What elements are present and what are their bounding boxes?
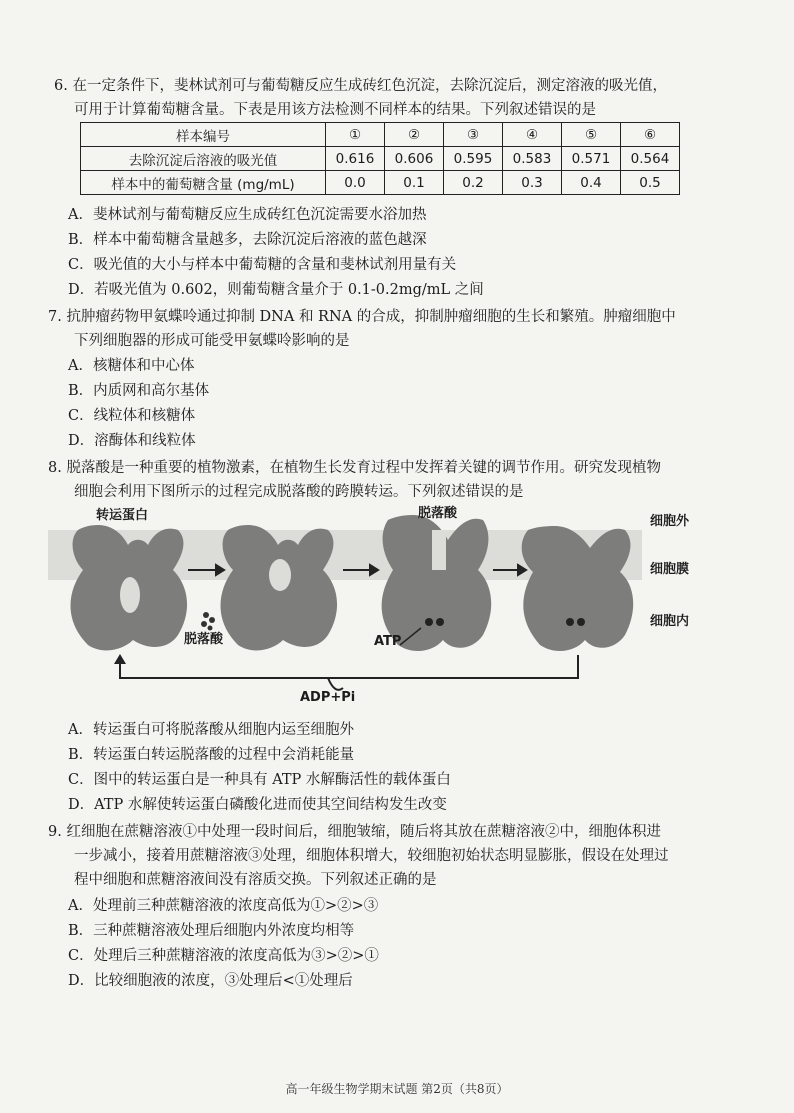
diagram-label-aba-top: 脱落酸	[418, 506, 458, 521]
q6-option-d[interactable]: D．若吸光值为 0.602，则葡萄糖含量介于 0.1-0.2mg/mL 之间	[68, 282, 484, 298]
q8-stem-line1: 8. 脱落酸是一种重要的植物激素，在植物生长发育过程中发挥着关键的调节作用。研究发现植物	[48, 460, 661, 476]
aba-transport-diagram	[48, 500, 748, 715]
diagram-label-inside: 细胞内	[650, 614, 690, 629]
q8-option-a[interactable]: A．转运蛋白可将脱落酸从细胞内运至细胞外	[68, 722, 354, 738]
q6-stem-line1: 6. 在一定条件下，斐林试剂可与葡萄糖反应生成砖红色沉淀，去除沉淀后，测定溶液的吸光值，	[54, 78, 667, 94]
diagram-label-atp: ATP	[374, 634, 402, 649]
diagram-svg	[48, 500, 748, 715]
table-cell: 0.564	[621, 147, 680, 171]
q6-stem-line2: 可用于计算葡萄糖含量。下表是用该方法检测不同样本的结果。下列叙述错误的是	[74, 102, 596, 118]
table-cell: 0.5	[621, 171, 680, 195]
table-cell: 0.4	[562, 171, 621, 195]
q9-option-b[interactable]: B．三种蔗糖溶液处理后细胞内外浓度均相等	[68, 923, 355, 939]
table-cell: 0.606	[385, 147, 444, 171]
q7-option-b[interactable]: B．内质网和高尔基体	[68, 383, 210, 399]
q9-option-c[interactable]: C．处理后三种蔗糖溶液的浓度高低为③>②>①	[68, 948, 379, 964]
q6-option-b[interactable]: B．样本中葡萄糖含量越多，去除沉淀后溶液的蓝色越深	[68, 232, 427, 248]
diagram-label-outside: 细胞外	[650, 514, 690, 529]
table-cell: 0.616	[326, 147, 385, 171]
q7-option-a[interactable]: A．核糖体和中心体	[68, 358, 195, 374]
table-row	[81, 123, 680, 147]
table-row	[81, 147, 680, 171]
table-cell: ⑤	[562, 123, 621, 147]
diagram-label-protein: 转运蛋白	[96, 508, 149, 523]
return-loop-arrow	[120, 655, 578, 690]
q7-stem-line2: 下列细胞器的形成可能受甲氨蝶呤影响的是	[74, 333, 350, 349]
table-cell: 0.2	[444, 171, 503, 195]
table-cell: 0.3	[503, 171, 562, 195]
table-header-cell: 样本编号	[81, 123, 326, 147]
table-cell: ③	[444, 123, 503, 147]
return-arrowhead-icon	[114, 654, 126, 664]
table-header-cell: 去除沉淀后溶液的吸光值	[81, 147, 326, 171]
diagram-label-aba-bottom: 脱落酸	[184, 632, 224, 647]
q7-stem-line1: 7. 抗肿瘤药物甲氨蝶呤通过抑制 DNA 和 RNA 的合成，抑制肿瘤细胞的生长和繁殖。肿瘤细胞中	[48, 309, 676, 325]
transport-protein-3	[382, 515, 492, 651]
q8-option-b[interactable]: B．转运蛋白转运脱落酸的过程中会消耗能量	[68, 747, 355, 763]
q9-stem-line2: 一步减小，接着用蔗糖溶液③处理，细胞体积增大，较细胞初始状态明显膨胀，假设在处理过	[74, 848, 669, 864]
table-cell: ⑥	[621, 123, 680, 147]
q7-option-c[interactable]: C．线粒体和核糖体	[68, 408, 196, 424]
table-row	[81, 171, 680, 195]
table-cell: 0.1	[385, 171, 444, 195]
q6-option-c[interactable]: C．吸光值的大小与样本中葡萄糖的含量和斐林试剂用量有关	[68, 257, 457, 273]
table-cell: ①	[326, 123, 385, 147]
q6-option-a[interactable]: A．斐林试剂与葡萄糖反应生成砖红色沉淀需要水浴加热	[68, 207, 427, 223]
table-cell: ④	[503, 123, 562, 147]
q6-data-table	[80, 122, 680, 195]
table-cell: ②	[385, 123, 444, 147]
q7-option-d[interactable]: D．溶酶体和线粒体	[68, 433, 196, 449]
table-cell: 0.571	[562, 147, 621, 171]
q9-stem-line1: 9. 红细胞在蔗糖溶液①中处理一段时间后，细胞皱缩，随后将其放在蔗糖溶液②中，细胞体积进	[48, 824, 661, 840]
table-cell: 0.595	[444, 147, 503, 171]
table-cell: 0.0	[326, 171, 385, 195]
diagram-label-membrane: 细胞膜	[650, 562, 690, 577]
page-footer: 高一年级生物学期末试题 第2页（共8页）	[285, 1082, 509, 1096]
q9-option-a[interactable]: A．处理前三种蔗糖溶液的浓度高低为①>②>③	[68, 898, 379, 914]
q9-stem-line3: 程中细胞和蔗糖溶液间没有溶质交换。下列叙述正确的是	[74, 872, 437, 888]
table-header-cell: 样本中的葡萄糖含量 (mg/mL)	[81, 171, 326, 195]
q8-stem-line2: 细胞会利用下图所示的过程完成脱落酸的跨膜转运。下列叙述错误的是	[74, 484, 524, 500]
q8-option-d[interactable]: D．ATP 水解使转运蛋白磷酸化进而使其空间结构发生改变	[68, 797, 447, 813]
transport-protein-4	[522, 526, 634, 651]
q9-option-d[interactable]: D．比较细胞液的浓度，③处理后<①处理后	[68, 973, 353, 989]
table-cell: 0.583	[503, 147, 562, 171]
q8-option-c[interactable]: C．图中的转运蛋白是一种具有 ATP 水解酶活性的载体蛋白	[68, 772, 451, 788]
diagram-label-adp: ADP+Pi	[300, 690, 356, 705]
